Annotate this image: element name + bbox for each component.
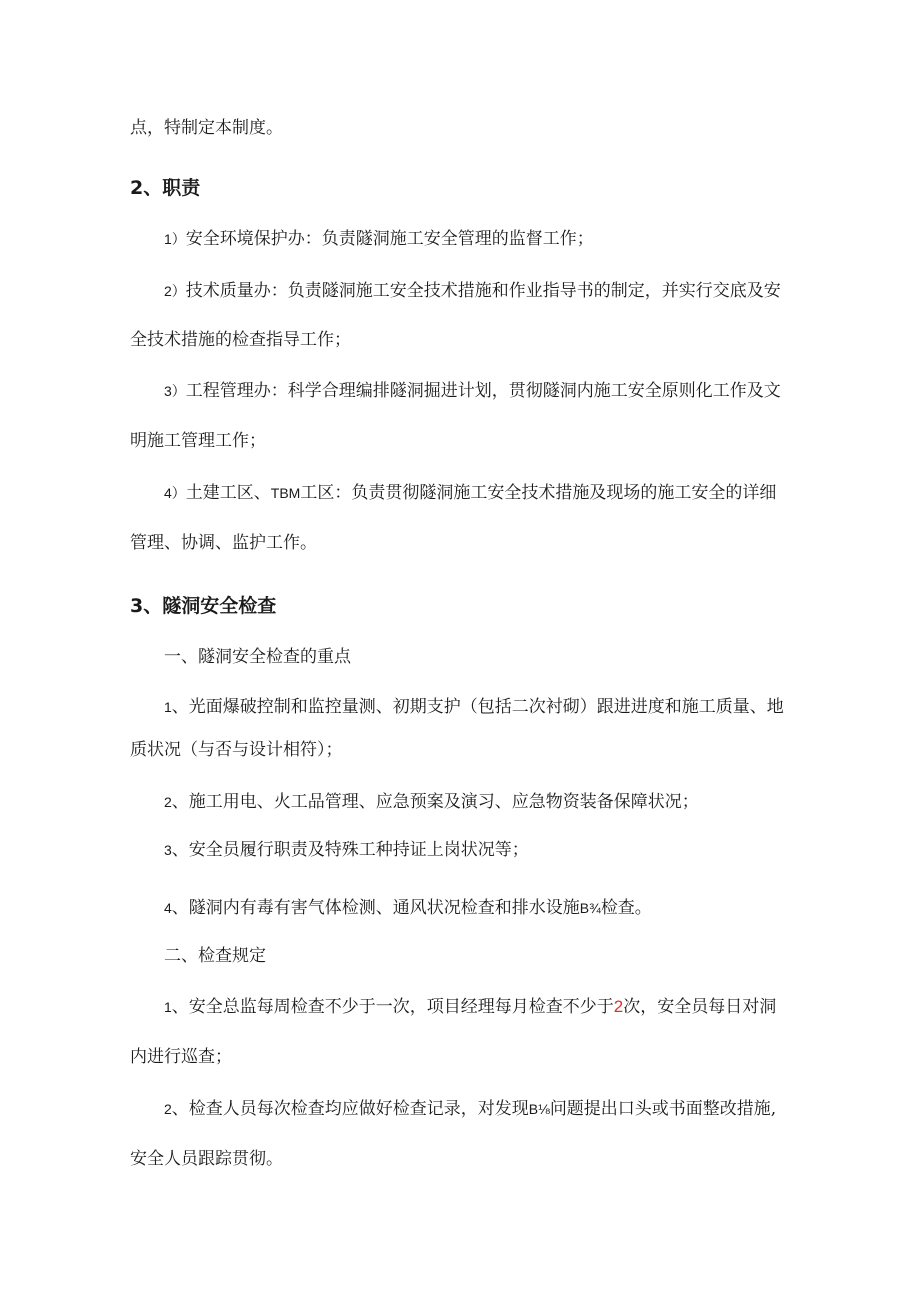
duty-item-2: 2）技术质量办：负责隧洞施工安全技术措施和作业指导书的制定，并实行交底及安: [164, 281, 781, 301]
duty-item-3: 3）工程管理办：科学合理编排隧洞掘进计划，贯彻隧洞内施工安全原则化工作及文: [164, 381, 781, 401]
section-2-title: 2、职责: [130, 177, 201, 199]
focus-item-text: 、安全员履行职责及特殊工种持证上岗状况等；: [171, 840, 529, 860]
item-number: 4: [164, 485, 172, 501]
focus-item-text: 、光面爆破控制和监控量测、初期支护（包括二次衬砌）跟进进度和施工质量、地: [171, 697, 784, 717]
rule-item-1: [164, 995, 776, 1019]
item-number: 4: [164, 900, 172, 916]
rule-item-text: 、安全总监每周检查不少于一次，项目经理每月检查不少于: [171, 997, 614, 1017]
section-3-title: 3、隧洞安全检查: [130, 595, 277, 617]
item-number: 2: [164, 283, 172, 299]
rule-item-1-cont: 内进行巡查；: [130, 1047, 232, 1067]
focus-item-text: 、隧洞内有毒有害气体检测、通风状况检查和排水设施: [171, 898, 580, 918]
duty-item-pre: 土建工区、: [185, 483, 271, 503]
item-number: 1: [164, 699, 172, 715]
duty-item-1: 1）安全环境保护办：负责隧洞施工安全管理的监督工作；: [164, 229, 594, 249]
focus-item-4: [164, 896, 652, 920]
duty-item-text: 安全环境保护办：负责隧洞施工安全管理的监督工作；: [185, 229, 594, 249]
focus-item-3: [164, 838, 529, 862]
rule-item-text-tail: 问题提出口头或书面整改措施,: [549, 1099, 777, 1119]
rule-item-2: [164, 1097, 776, 1121]
duty-item-text: 技术质量办：负责隧洞施工安全技术措施和作业指导书的制定，并实行交底及安: [185, 281, 781, 301]
highlight-number: 2: [613, 997, 624, 1016]
abbr-tbm: TBM: [270, 485, 301, 501]
duty-item-text: 工区：负责贯彻隧洞施工安全技术措施及现场的施工安全的详细: [300, 483, 777, 503]
garbled-glyph: B¾: [579, 900, 601, 916]
item-number: 1: [164, 231, 172, 247]
item-number: 3: [164, 842, 172, 858]
duty-item-4-cont: 管理、协调、监护工作。: [130, 533, 317, 553]
rule-item-text-tail: 次，安全员每日对洞: [623, 997, 777, 1017]
intro-line: 点，特制定本制度。: [130, 118, 283, 138]
item-number: 1: [164, 999, 172, 1015]
duty-item-text: 工程管理办：科学合理编排隧洞掘进计划，贯彻隧洞内施工安全原则化工作及文: [185, 381, 781, 401]
rule-item-2-cont: 安全人员跟踪贯彻。: [130, 1149, 283, 1169]
duty-item-4: 4）土建工区、TBM工区：负责贯彻隧洞施工安全技术措施及现场的施工安全的详细: [164, 483, 777, 503]
duty-item-3-cont: 明施工管理工作；: [130, 431, 266, 451]
subsection-2-title: 二、检查规定: [164, 946, 266, 966]
subsection-1-title: 一、隧洞安全检查的重点: [164, 647, 351, 667]
item-number: 2: [164, 794, 172, 810]
duty-item-2-cont: 全技术措施的检查指导工作；: [130, 330, 351, 350]
garbled-glyph: B⅛: [528, 1101, 550, 1117]
rule-item-text: 、检查人员每次检查均应做好检查记录，对发现: [171, 1099, 529, 1119]
focus-item-2: [164, 790, 699, 814]
focus-item-text: 、施工用电、火工品管理、应急预案及演习、应急物资装备保障状况；: [171, 792, 699, 812]
focus-item-1: [164, 695, 784, 719]
item-number: 2: [164, 1101, 172, 1117]
item-number: 3: [164, 383, 172, 399]
focus-item-text-tail: 检查。: [600, 898, 652, 918]
focus-item-1-cont: 质状况（与否与设计相符）；: [130, 740, 343, 760]
